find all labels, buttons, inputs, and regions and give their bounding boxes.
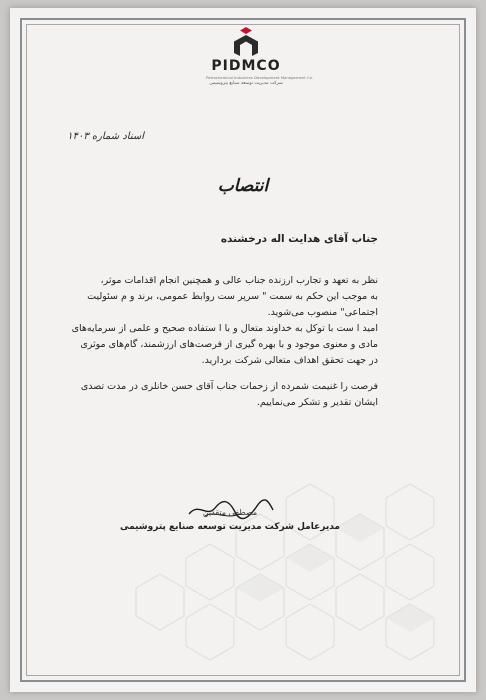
body-line: به موجب این حکم به سمت " سرپر ست روابط عمومی، برند و م سئولیت [87,291,378,302]
signatory-title: مدیرعامل شرکت مدیریت توسعه صنایع پتروشیمی [119,522,340,532]
salutation: جناب آقای هدایت اله درخشنده [220,233,378,245]
body-line: ایشان تقدیر و تشکر می‌نماییم. [256,397,378,408]
signature-block [120,498,340,532]
reference-number: اسناد شماره ۱۴۰۳ [67,131,144,142]
body-line: مادی و معنوی موجود و با بهره گیری از فرصت‌های ارزشمند، گام‌های موثری [80,339,378,350]
body-line: فرصت را غنیمت شمرده از زحمات جناب آقای حسن خانلری در مدت تصدی [80,381,378,392]
body-line: امید ا ست با توکل به خداوند متعال و با ا ستفاده صحیح و علمی از سرمایه‌های [71,323,378,334]
body-line: نظر به تعهد و تجارب ارزنده جناب عالی و همچنین انجام اقدامات موثر، [100,275,378,286]
company-logo [206,26,314,86]
body-line: اجتماعی" منصوب می‌شوید. [267,307,378,318]
letter-body [71,233,378,411]
letter-title: انتصاب [217,176,269,196]
logo-english-tagline: Petrochemical Industries Development Management Co. [206,75,314,80]
logo-wordmark: PIDMCO [211,58,281,74]
body-line: در جهت تحقق اهداف متعالی شرکت بردارید. [201,355,378,366]
letter-page [10,8,476,692]
logo-persian-tagline: شرکت مدیریت توسعه صنایع پتروشیمی [209,81,283,86]
pidmco-cube-icon [232,26,260,56]
signatory-name: مصطفی متقدین [202,508,258,517]
